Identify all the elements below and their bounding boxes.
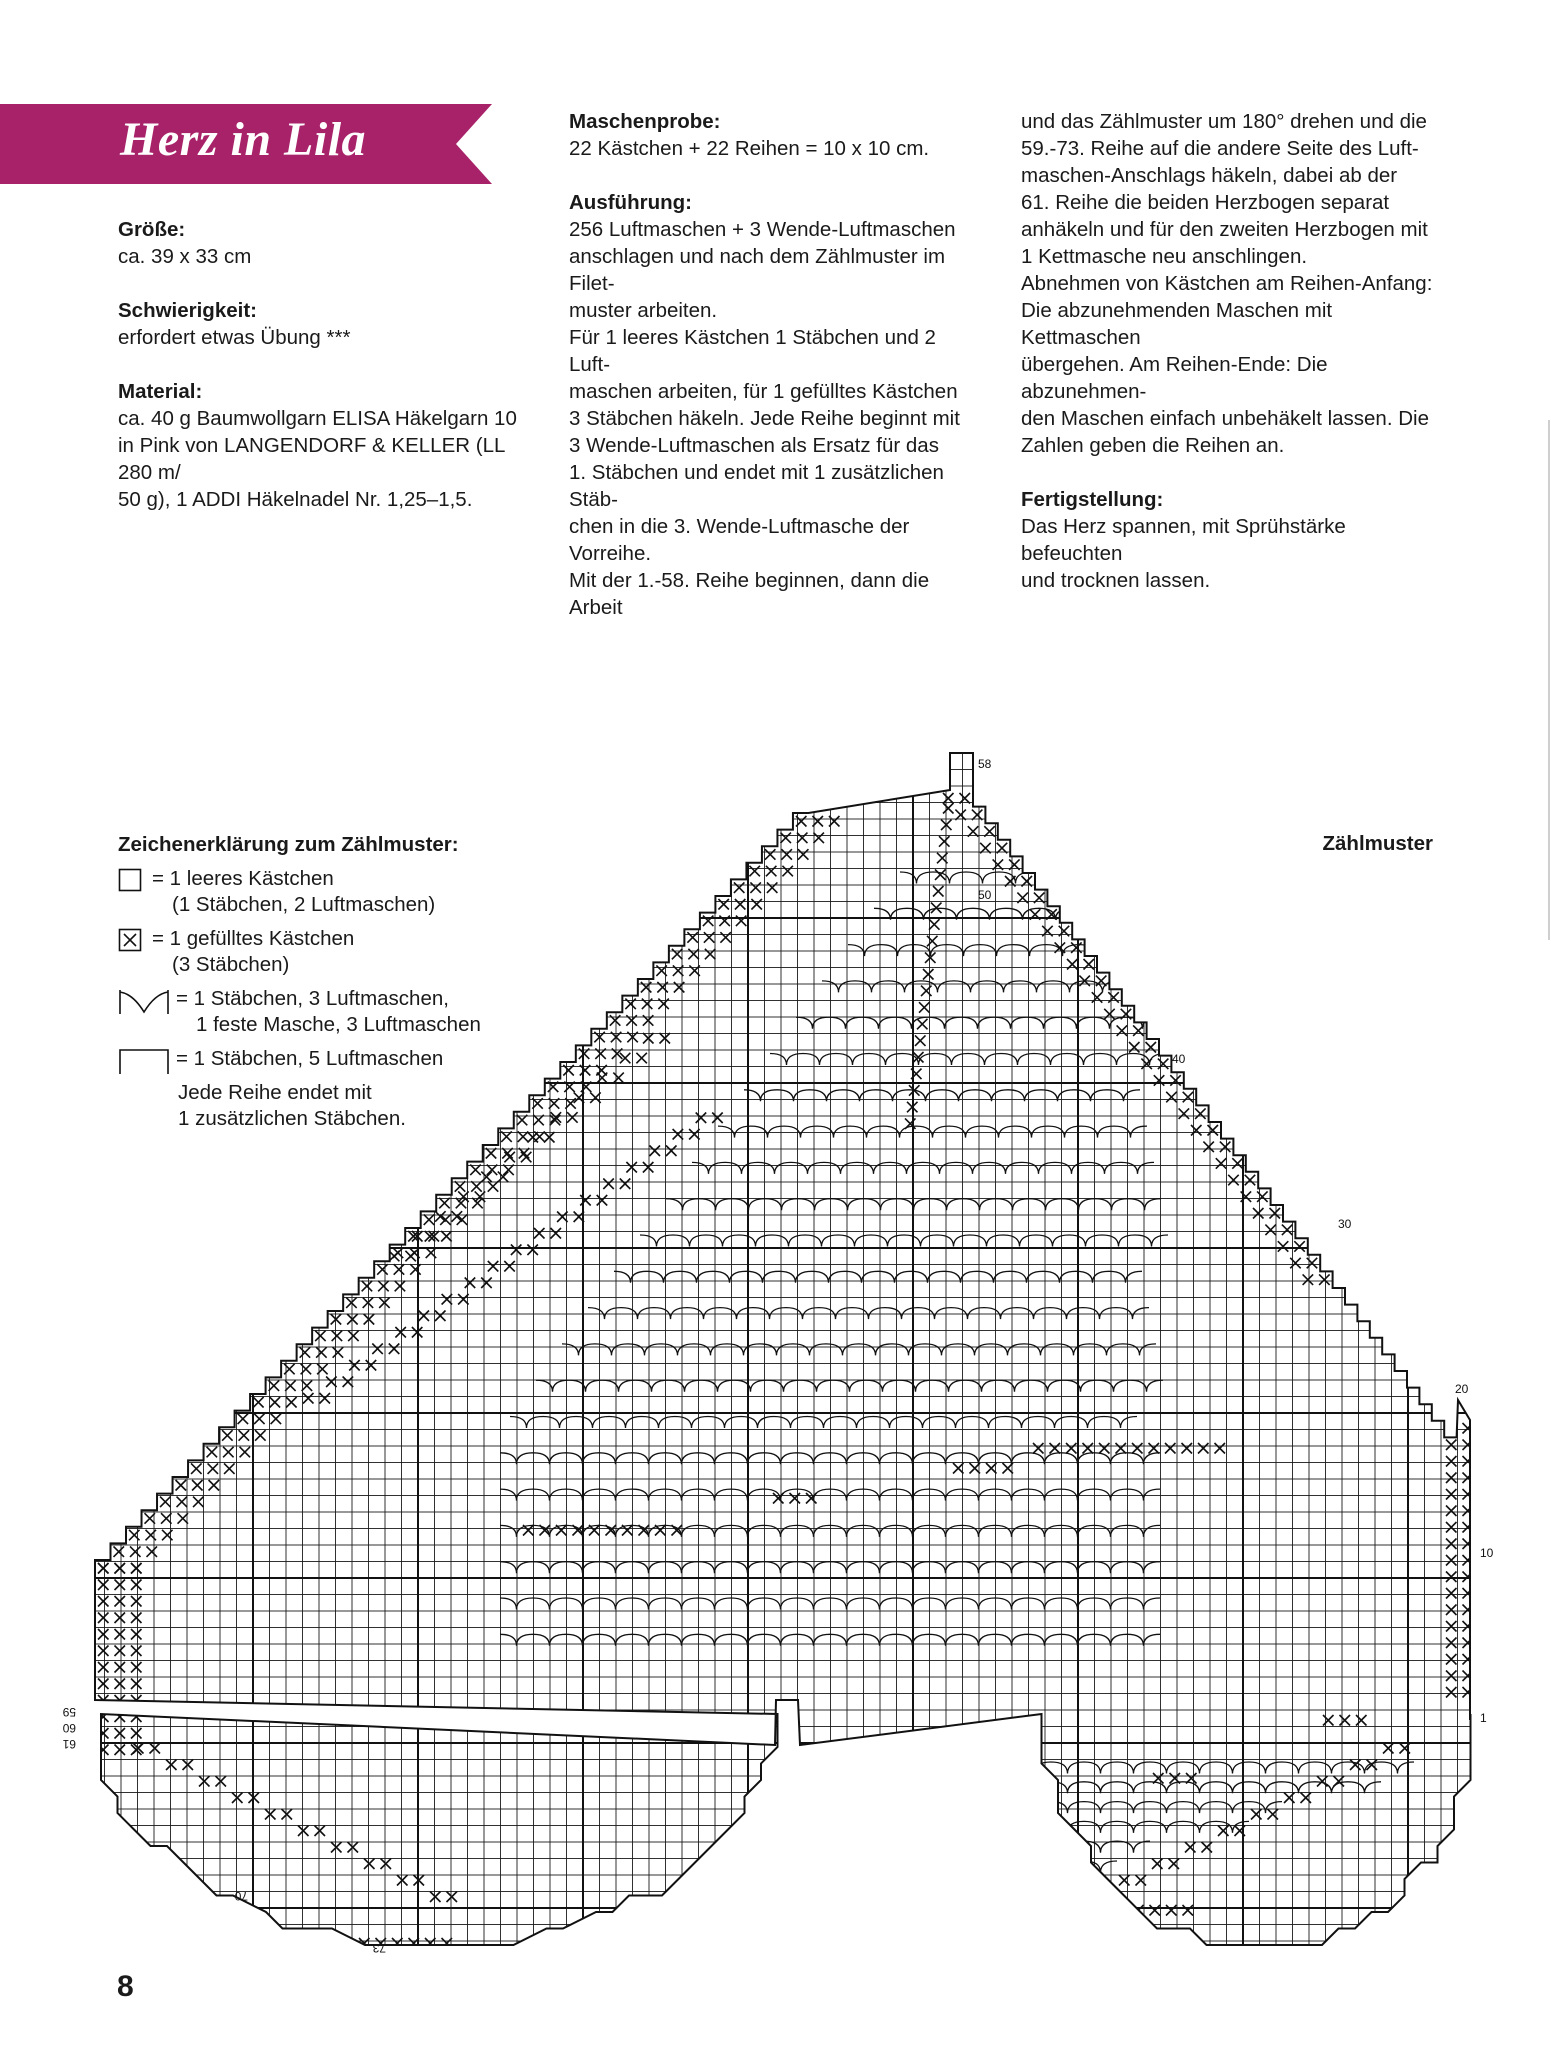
- arch-cell: [1018, 1841, 1051, 1853]
- arch-cell: [919, 1881, 952, 1893]
- execution-line: Mit der 1.-58. Reihe beginnen, dann die Arbeit: [569, 569, 930, 619]
- execution-line: Für 1 leeres Kästchen 1 Stäbchen und 2 Luft-: [569, 326, 936, 376]
- legend-text: (1 Stäbchen, 2 Luftmaschen): [172, 893, 436, 916]
- row-number-label: 30: [1338, 1217, 1352, 1231]
- arch-cell: [952, 1841, 985, 1853]
- filled-cell: [310, 1938, 321, 1949]
- arch-cell: [1072, 908, 1105, 920]
- continuation-line: den Maschen einfach unbehäkelt lassen. Die: [1021, 407, 1429, 430]
- execution-line: 3 Wende-Luftmaschen als Ersatz für das: [569, 434, 939, 457]
- arch-cell: [820, 1841, 853, 1853]
- arch-cell: [1051, 1841, 1084, 1853]
- continuation-line: maschen-Anschlags häkeln, dabei ab der: [1021, 164, 1398, 187]
- arch-cell: [952, 1821, 985, 1833]
- filled-cell: [1053, 1938, 1064, 1949]
- chart-label: Zählmuster: [1322, 832, 1433, 855]
- arch-cell: [853, 1881, 886, 1893]
- arch-cell: [919, 1841, 952, 1853]
- row-number-label: 20: [1455, 1382, 1469, 1396]
- arch-cell: [919, 1901, 952, 1913]
- continuation-line: 1 Kettmasche neu anschlingen.: [1021, 245, 1308, 268]
- continuation-line: 59.-73. Reihe auf die andere Seite des Luft-: [1021, 137, 1419, 160]
- arch-cell: [919, 1821, 952, 1833]
- filled-cell: [953, 1773, 964, 1784]
- filled-cell: [1036, 1938, 1047, 1949]
- continuation-line: Die abzunehmenden Maschen mit Kettmaschen: [1021, 299, 1333, 349]
- arch-cell: [952, 1881, 985, 1893]
- continuation-line: Zahlen geben die Reihen an.: [1021, 434, 1285, 457]
- execution-line: 1. Stäbchen und endet mit 1 zusätzlichen Stäb-: [569, 461, 944, 511]
- arch-cell: [1018, 1802, 1051, 1814]
- arch-cell: [952, 1901, 985, 1913]
- arch-cell: [1018, 1821, 1051, 1833]
- execution-line: chen in die 3. Wende-Luftmasche der Vorreihe.: [569, 515, 910, 565]
- page-title: Herz in Lila: [120, 113, 367, 166]
- arch-cell: [886, 1762, 919, 1774]
- finish-heading: Fertigstellung:: [1021, 488, 1164, 511]
- arch-cell: [985, 1802, 1018, 1814]
- arch-cell: [985, 1762, 1018, 1774]
- difficulty-heading: Schwierigkeit:: [118, 299, 257, 322]
- filled-cell: [1086, 1892, 1097, 1903]
- arch-cell: [985, 1861, 1018, 1873]
- arch-cell: [886, 1881, 919, 1893]
- arch-cell: [952, 1782, 985, 1794]
- legend-text: = 1 Stäbchen, 3 Luftmaschen,: [176, 987, 449, 1010]
- execution-line: 3 Stäbchen häkeln. Jede Reihe beginnt mit: [569, 407, 960, 430]
- arch-cell: [1051, 1861, 1084, 1873]
- gauge-heading: Maschenprobe:: [569, 110, 721, 133]
- filled-cell: [936, 1773, 947, 1784]
- filled-cell: [969, 1773, 980, 1784]
- filled-cell: [1069, 1938, 1080, 1949]
- legend-note: 1 zusätzlichen Stäbchen.: [178, 1107, 406, 1130]
- arch-cell: [853, 1901, 886, 1913]
- arch-cell: [886, 1821, 919, 1833]
- arch-cell: [820, 1881, 853, 1893]
- arch-cell: [886, 1802, 919, 1814]
- legend-text: = 1 Stäbchen, 5 Luftmaschen: [176, 1047, 444, 1070]
- row-number-label: 10: [1480, 1546, 1494, 1560]
- arch-cell: [985, 1841, 1018, 1853]
- arch-cell: [919, 1782, 952, 1794]
- arch-cell: [985, 1821, 1018, 1833]
- arch-cell: [853, 1841, 886, 1853]
- material-line: ca. 40 g Baumwollgarn ELISA Häkelgarn 10: [118, 407, 517, 430]
- filled-cell: [343, 1938, 354, 1949]
- arch-cell: [853, 1762, 886, 1774]
- continuation-line: und das Zählmuster um 180° drehen und die: [1021, 110, 1427, 133]
- arch-cell: [886, 1841, 919, 1853]
- arch-cell: [1105, 908, 1138, 920]
- arch-cell: [853, 1802, 886, 1814]
- finish-line: Das Herz spannen, mit Sprühstärke befeuchten: [1021, 515, 1346, 565]
- arch-cell: [985, 1881, 1018, 1893]
- filled-cell: [326, 1938, 337, 1949]
- filled-cell: [903, 1773, 914, 1784]
- arch-cell: [853, 1782, 886, 1794]
- gauge-value: 22 Kästchen + 22 Reihen = 10 x 10 cm.: [569, 137, 930, 160]
- arch-cell: [919, 1802, 952, 1814]
- legend-heading: Zeichenerklärung zum Zählmuster:: [118, 833, 459, 856]
- size-heading: Größe:: [118, 218, 186, 241]
- arch-cell: [853, 1861, 886, 1873]
- continuation-line: 61. Reihe die beiden Herzbogen separat: [1021, 191, 1390, 214]
- filled-cell: [920, 1773, 931, 1784]
- continuation-line: Abnehmen von Kästchen am Reihen-Anfang:: [1021, 272, 1433, 295]
- arch-cell: [1131, 872, 1164, 884]
- legend-text: = 1 gefülltes Kästchen: [152, 927, 355, 950]
- legend-note: Jede Reihe endet mit: [178, 1081, 372, 1104]
- execution-line: 256 Luftmaschen + 3 Wende-Luftmaschen: [569, 218, 956, 241]
- finish-line: und trocknen lassen.: [1021, 569, 1211, 592]
- filled-cell: [1020, 1938, 1031, 1949]
- execution-heading: Ausführung:: [569, 191, 692, 214]
- execution-line: muster arbeiten.: [569, 299, 718, 322]
- arch-cell: [1098, 872, 1131, 884]
- row-number-label: 58: [978, 757, 992, 771]
- arch-cell: [952, 1762, 985, 1774]
- page-number: 8: [117, 1970, 134, 2003]
- row-number-label: 40: [1172, 1052, 1186, 1066]
- continuation-line: anhäkeln und für den zweiten Herzbogen mit: [1021, 218, 1428, 241]
- row-number-label: 73: [372, 1941, 386, 1955]
- size-value: ca. 39 x 33 cm: [118, 245, 252, 268]
- row-number-label: 50: [978, 888, 992, 902]
- arch-cell: [1018, 1861, 1051, 1873]
- row-number-label: 61: [62, 1737, 76, 1751]
- arch-cell: [1112, 945, 1145, 957]
- filled-cell: [293, 1938, 304, 1949]
- arch-cell: [1065, 872, 1098, 884]
- arch-cell: [886, 1782, 919, 1794]
- arch-cell: [886, 1861, 919, 1873]
- row-number-label: 60: [62, 1721, 76, 1735]
- arch-cell: [952, 1861, 985, 1873]
- arch-cell: [820, 1762, 853, 1774]
- arch-cell: [1032, 872, 1065, 884]
- filled-cell: [936, 1905, 947, 1916]
- row-number-label: 59: [62, 1705, 76, 1719]
- legend-text: 1 feste Masche, 3 Luftmaschen: [196, 1013, 481, 1036]
- continuation-line: übergehen. Am Reihen-Ende: Die abzunehmen-: [1021, 353, 1328, 403]
- filled-cell: [920, 1905, 931, 1916]
- arch-cell: [985, 1782, 1018, 1794]
- execution-line: maschen arbeiten, für 1 gefülltes Kästchen: [569, 380, 958, 403]
- grid-cells: [68, 743, 1490, 1962]
- filled-cell: [1086, 1938, 1097, 1949]
- filled-cell: [1003, 1938, 1014, 1949]
- arch-cell: [919, 1861, 952, 1873]
- filled-cell: [1446, 1423, 1457, 1434]
- legend-text: (3 Stäbchen): [172, 953, 290, 976]
- arch-cell: [952, 1802, 985, 1814]
- arch-cell: [919, 1762, 952, 1774]
- legend-text: = 1 leeres Kästchen: [152, 867, 334, 890]
- filled-cell: [1103, 1892, 1114, 1903]
- chart-grid: [68, 743, 1551, 2067]
- material-heading: Material:: [118, 380, 203, 403]
- arch-cell: [1119, 981, 1152, 993]
- row-number-label: 70: [234, 1889, 248, 1903]
- arch-cell: [820, 1802, 853, 1814]
- execution-line: anschlagen und nach dem Zählmuster im Filet-: [569, 245, 946, 295]
- row-number-label: 1: [1480, 1711, 1487, 1725]
- material-line: in Pink von LANGENDORF & KELLER (LL 280 m/: [118, 434, 505, 484]
- arch-cell: [1018, 1782, 1051, 1794]
- material-line: 50 g), 1 ADDI Häkelnadel Nr. 1,25–1,5.: [118, 488, 473, 511]
- filled-cell: [903, 1905, 914, 1916]
- arch-cell: [853, 1821, 886, 1833]
- difficulty-value: erfordert etwas Übung ***: [118, 326, 351, 349]
- arch-cell: [886, 1901, 919, 1913]
